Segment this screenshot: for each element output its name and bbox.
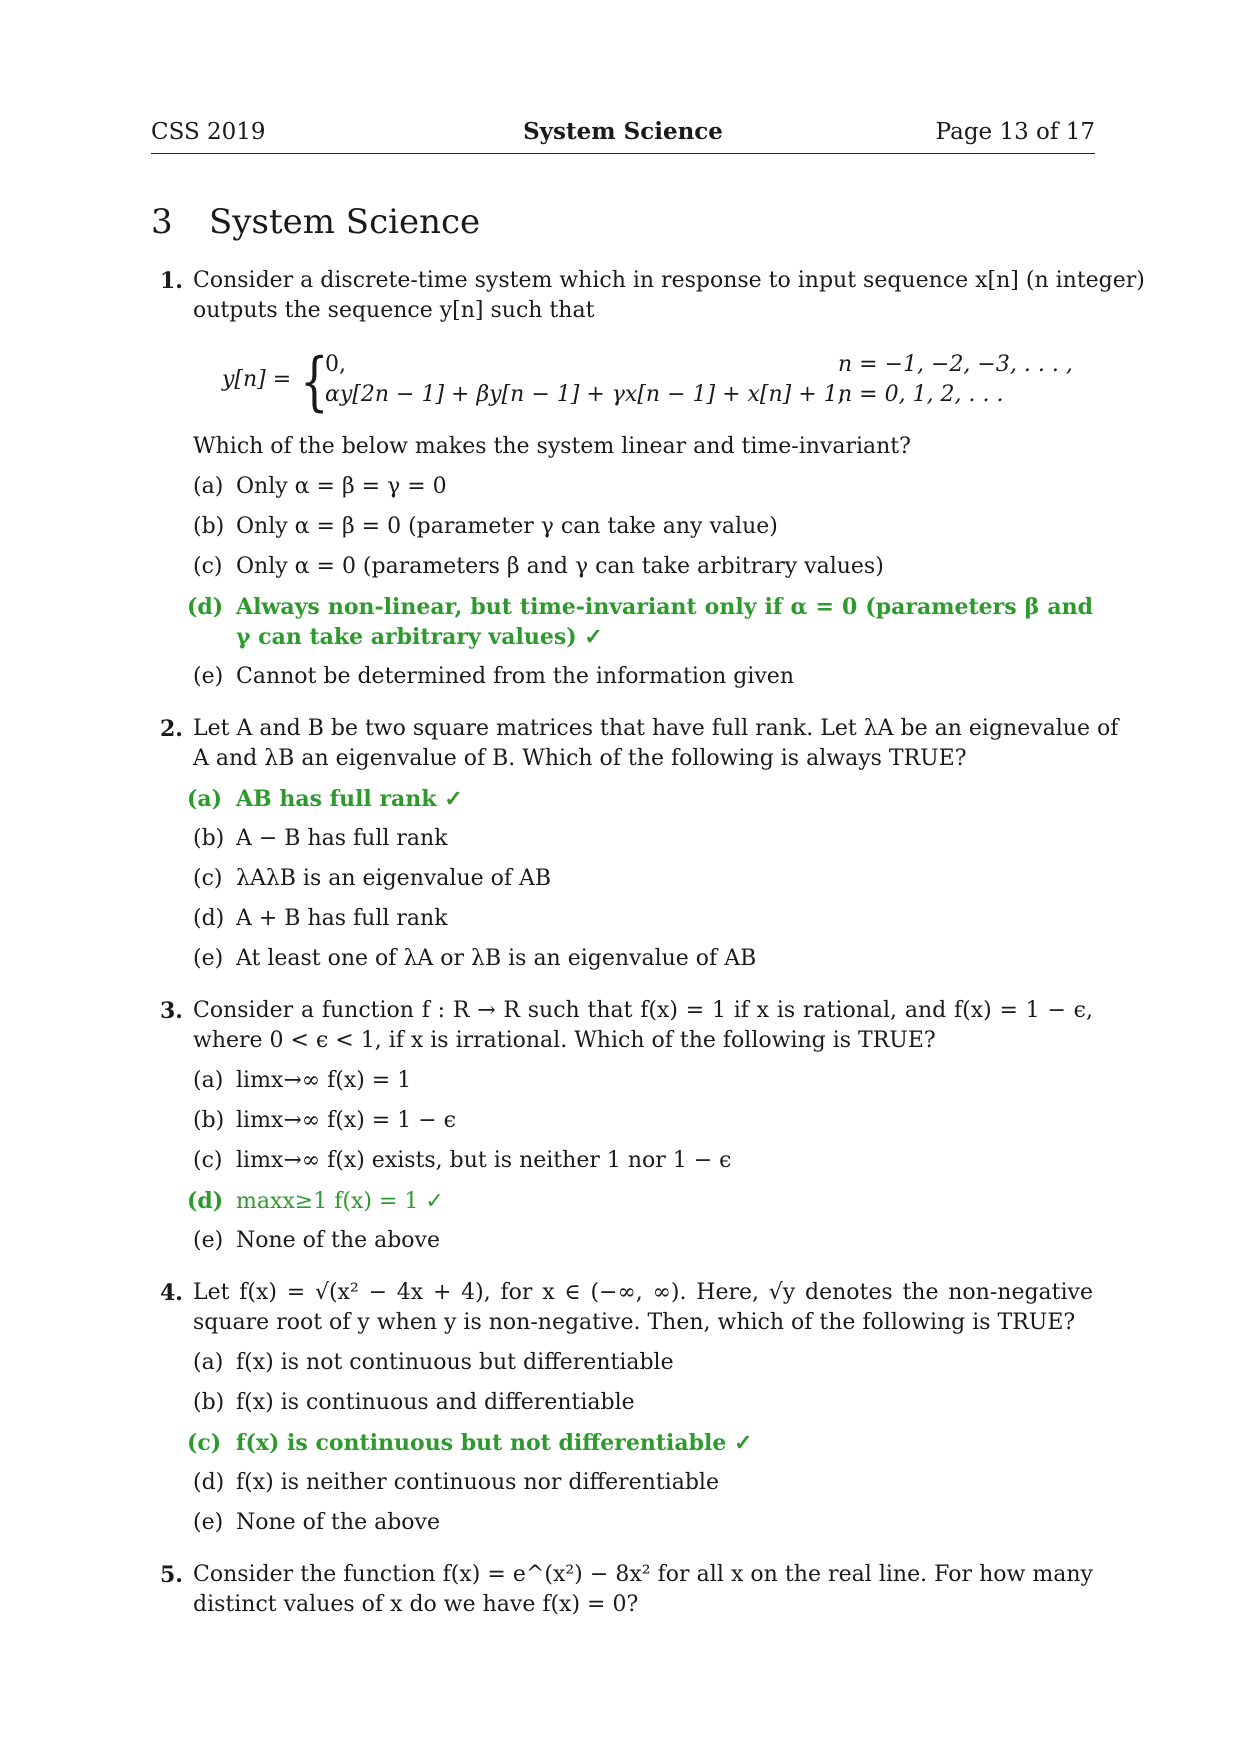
question-4-number: 4. [160, 1280, 183, 1306]
header-exam-name: CSS 2019 [151, 119, 266, 145]
option-label: (b) [193, 1108, 225, 1133]
question-5-number: 5. [160, 1562, 183, 1588]
option-text: Only α = 0 (parameters β and γ can take arbitrary values) [236, 554, 884, 579]
question-4-option-a[interactable] [193, 1348, 674, 1378]
equation-case2-condition: n = 0, 1, 2, . . . [838, 382, 1004, 407]
option-text: At least one of λA or λB is an eigenvalue of AB [236, 946, 757, 971]
equation-lhs: y[n] = [222, 367, 292, 392]
option-label: (c) [193, 866, 223, 891]
option-text: None of the above [236, 1510, 440, 1535]
option-label: (d) [193, 1470, 225, 1495]
question-4-option-e[interactable] [193, 1508, 440, 1538]
option-text: limx→∞ f(x) = 1 [236, 1068, 412, 1093]
option-text: f(x) is continuous but not differentiable ✓ [236, 1430, 753, 1456]
page-header [151, 117, 1095, 154]
option-text: AB has full rank ✓ [236, 786, 463, 812]
question-1-option-c[interactable] [193, 552, 884, 582]
section-title-text: System Science [209, 202, 481, 242]
question-1-option-b[interactable] [193, 512, 778, 542]
section-number: 3 [151, 202, 173, 242]
equation-brace: { [300, 345, 329, 419]
option-label: (d) [187, 1188, 224, 1214]
option-text: Only α = β = 0 (parameter γ can take any value) [236, 514, 778, 539]
option-text: Always non-linear, but time-invariant only if α = 0 (parameters β and [236, 594, 1093, 620]
option-text: maxx≥1 f(x) = 1 ✓ [236, 1189, 444, 1214]
option-text: A + B has full rank [236, 906, 448, 931]
question-1-number: 1. [160, 268, 183, 294]
option-text: λAλB is an eigenvalue of AB [236, 866, 552, 891]
question-3-option-e[interactable] [193, 1226, 440, 1256]
option-label: (a) [193, 474, 224, 499]
question-4-stem-line1: Let f(x) = √(x² − 4x + 4), for x ∈ (−∞, ∞). Here, √y denotes the non-negative [193, 1280, 1093, 1305]
option-text: f(x) is continuous and differentiable [236, 1390, 635, 1415]
option-label: (a) [187, 786, 223, 812]
question-2-stem-line2: A and λB an eigenvalue of B. Which of the following is always TRUE? [193, 746, 967, 771]
option-label: (b) [193, 1390, 225, 1415]
question-2-option-d[interactable] [193, 904, 448, 934]
question-4-option-c-correct[interactable] [187, 1428, 752, 1458]
question-4-option-b[interactable] [193, 1388, 635, 1418]
question-1-option-e[interactable] [193, 662, 794, 692]
option-text: f(x) is neither continuous nor differentiable [236, 1470, 719, 1495]
option-label: (d) [187, 594, 224, 620]
option-label: (c) [193, 554, 223, 579]
question-3-option-a[interactable] [193, 1066, 411, 1096]
option-text: f(x) is not continuous but differentiable [236, 1350, 674, 1375]
option-label: (e) [193, 1228, 224, 1253]
equation-case1-expression: 0, [325, 352, 346, 377]
option-text: limx→∞ f(x) = 1 − ϵ [236, 1108, 456, 1133]
question-1-stem-line2: outputs the sequence y[n] such that [193, 298, 595, 323]
question-4-stem-line2: square root of y when y is non-negative. Then, which of the following is TRUE? [193, 1310, 1076, 1335]
question-5-stem-line1: Consider the function f(x) = e^(x²) − 8x² for all x on the real line. For how many [193, 1562, 1093, 1587]
question-2-option-a-correct[interactable] [187, 784, 463, 814]
option-label: (e) [193, 1510, 224, 1535]
question-1-question: Which of the below makes the system linear and time-invariant? [193, 434, 911, 459]
option-label: (c) [193, 1148, 223, 1173]
option-label: (b) [193, 514, 225, 539]
option-text: A − B has full rank [236, 826, 448, 851]
equation-case2-expression: αy[2n − 1] + βy[n − 1] + γx[n − 1] + x[n] + 1, [325, 382, 845, 407]
option-label: (c) [187, 1430, 222, 1456]
option-text: None of the above [236, 1228, 440, 1253]
option-text: Only α = β = γ = 0 [236, 474, 447, 499]
question-1-option-a[interactable] [193, 472, 447, 502]
option-label: (b) [193, 826, 225, 851]
question-2-stem-line1: Let A and B be two square matrices that have full rank. Let λA be an eignevalue of [193, 716, 1119, 741]
question-2-number: 2. [160, 716, 183, 742]
option-label: (a) [193, 1350, 224, 1375]
option-label: (e) [193, 946, 224, 971]
question-2-option-c[interactable] [193, 864, 551, 894]
question-1-stem-line1: Consider a discrete-time system which in response to input sequence x[n] (n integer) [193, 268, 1145, 293]
question-3-option-c[interactable] [193, 1146, 732, 1176]
equation-case1-condition: n = −1, −2, −3, . . . , [838, 352, 1073, 377]
question-5-stem-line2: distinct values of x do we have f(x) = 0? [193, 1592, 639, 1617]
option-label: (d) [193, 906, 225, 931]
question-1-option-d-correct[interactable] [187, 592, 1093, 622]
question-2-option-b[interactable] [193, 824, 448, 854]
question-4-option-d[interactable] [193, 1468, 719, 1498]
question-3-option-b[interactable] [193, 1106, 456, 1136]
section-title [151, 200, 480, 244]
question-2-option-e[interactable] [193, 944, 756, 974]
question-3-option-d-correct[interactable] [187, 1186, 444, 1217]
option-label: (e) [193, 664, 224, 689]
question-1-option-d-continuation: γ can take arbitrary values) ✓ [236, 624, 603, 650]
header-subject: System Science [523, 118, 723, 145]
question-3-number: 3. [160, 998, 183, 1024]
option-text: Cannot be determined from the information given [236, 664, 794, 689]
option-label: (a) [193, 1068, 224, 1093]
option-text: limx→∞ f(x) exists, but is neither 1 nor 1 − ϵ [236, 1148, 732, 1173]
question-3-stem-line1: Consider a function f : R → R such that f(x) = 1 if x is rational, and f(x) = 1 − ϵ, [193, 998, 1093, 1023]
header-page-number: Page 13 of 17 [935, 119, 1095, 145]
question-3-stem-line2: where 0 < ϵ < 1, if x is irrational. Which of the following is TRUE? [193, 1028, 936, 1053]
